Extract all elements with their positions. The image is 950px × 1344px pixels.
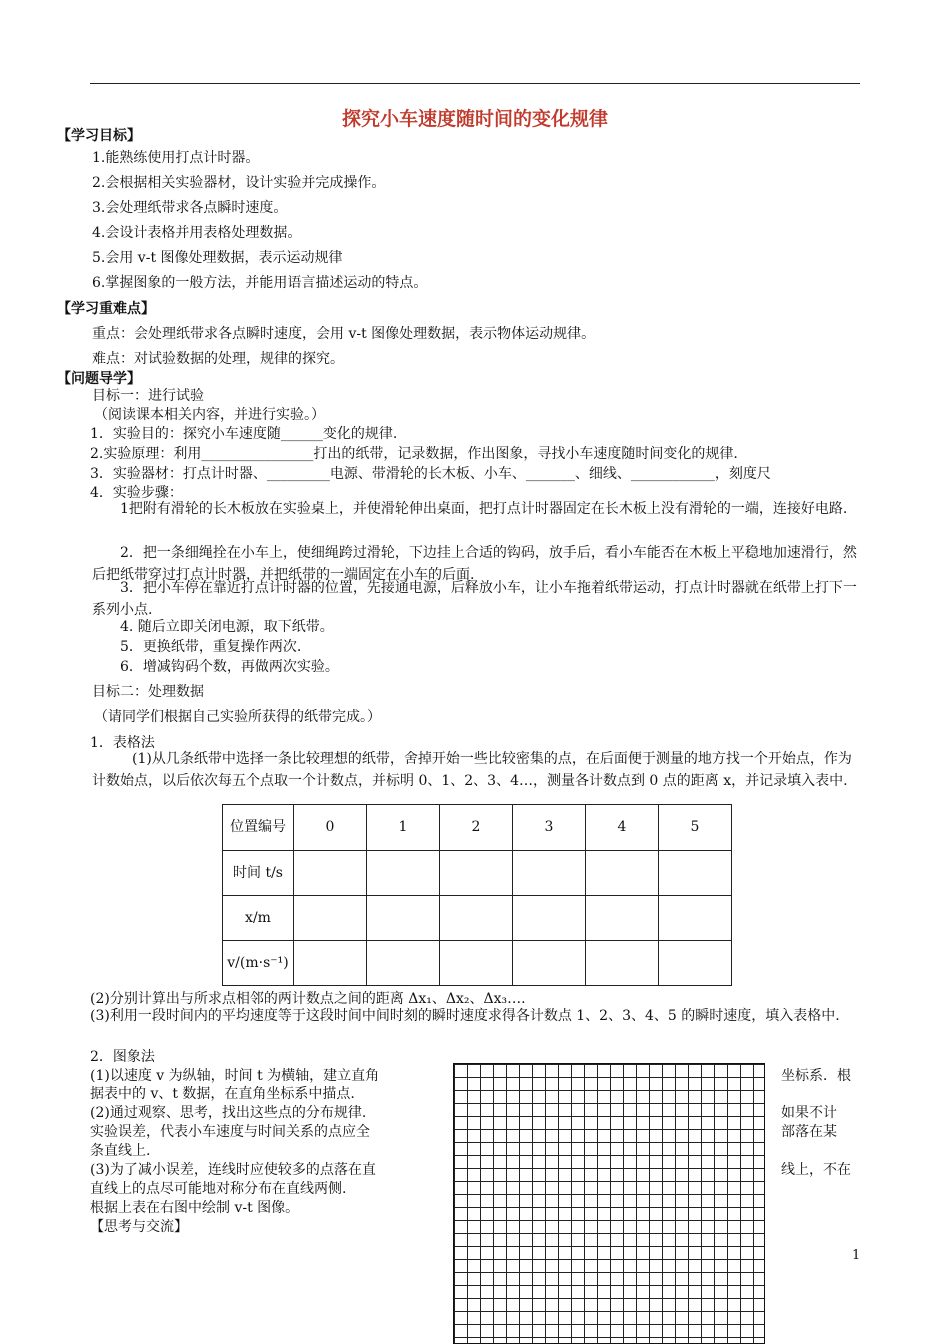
graph-text: 条直线上. (90, 1143, 151, 1159)
table-row-label: 时间 t/s (223, 851, 294, 896)
table-header-cell: 3 (513, 805, 586, 851)
table-header-cell: 4 (586, 805, 659, 851)
page-number: 1 (852, 1248, 861, 1263)
goal-item: 1.能熟练使用打点计时器。 (92, 150, 260, 166)
table-header-cell: 1 (367, 805, 440, 851)
step-5: 5．更换纸带，重复操作两次. (120, 639, 302, 655)
table-row-label: v/(m·s⁻¹) (223, 941, 294, 986)
graph-text: (2)通过观察、思考，找出这些点的分布规律. (90, 1105, 367, 1121)
guide-heading: 【问题导学】 (57, 371, 141, 387)
table-cell[interactable] (513, 941, 586, 986)
table-cell[interactable] (440, 941, 513, 986)
step-2: 2．把一条细绳拴在小车上，使细绳跨过滑轮，下边挂上合适的钩码，放手后，看小车能否在木板上平稳地加速滑行，然后把纸带穿过打点计时器，并把纸带的一端固定在小车的后面. (92, 545, 857, 583)
graph-text: 根据上表在右图中绘制 v-t 图像。 (90, 1200, 300, 1216)
graph-text-right: 如果不计 (781, 1105, 837, 1121)
goal-item: 6.掌握图象的一般方法，并能用语言描述运动的特点。 (92, 275, 428, 291)
item: 4．实验步骤： (90, 485, 183, 501)
page-title: 探究小车速度随时间的变化规律 (341, 108, 608, 130)
step-4: 4. 随后立即关闭电源，取下纸带。 (120, 619, 334, 635)
goal-item: 5.会用 v-t 图像处理数据，表示运动规律 (92, 250, 343, 266)
key-point: 重点：会处理纸带求各点瞬时速度，会用 v-t 图像处理数据，表示物体运动规律。 (92, 326, 596, 342)
table-cell[interactable] (294, 896, 367, 941)
goal-item: 3.会处理纸带求各点瞬时速度。 (92, 200, 288, 216)
graph-text: (3)为了减小误差，连线时应使较多的点落在直 (90, 1162, 376, 1178)
goal1-note: （阅读课本相关内容，并进行实验。） (94, 407, 325, 423)
item: 3．实验器材：打点计时器、_________电源、带滑轮的长木板、小车、_______、细线、____________，刻度尺 (90, 466, 771, 482)
step-1: 1把附有滑轮的长木板放在实验桌上，并使滑轮伸出桌面，把打点计时器固定在长木板上没有滑轮的一端，连接好电路. (120, 501, 848, 517)
think-heading: 【思考与交流】 (90, 1219, 188, 1235)
table-header-cell: 0 (294, 805, 367, 851)
table-cell[interactable] (294, 851, 367, 896)
step-6: 6．增减钩码个数，再做两次实验。 (120, 659, 339, 675)
table-cell[interactable] (367, 851, 440, 896)
table-header-cell: 5 (659, 805, 732, 851)
table-cell[interactable] (513, 851, 586, 896)
table-cell[interactable] (659, 941, 732, 986)
table-row-label: x/m (223, 896, 294, 941)
table-cell[interactable] (367, 896, 440, 941)
table-cell[interactable] (586, 941, 659, 986)
table-cell[interactable] (659, 851, 732, 896)
graph-text-right: 坐标系．根 (781, 1068, 851, 1084)
graph-text: 实验误差，代表小车速度与时间关系的点应全 (90, 1124, 370, 1140)
graph-paper-grid[interactable] (453, 1063, 765, 1344)
item: 2.实验原理：利用________________打出的纸带，记录数据，作出图象，寻找小车速度随时间变化的规律. (90, 446, 738, 462)
table-cell[interactable] (586, 896, 659, 941)
goal2-note: （请同学们根据自己实验所获得的纸带完成。） (94, 709, 381, 725)
goal1-title: 目标一：进行试验 (92, 388, 204, 404)
goals-heading: 【学习目标】 (57, 128, 141, 144)
graph-text-right: 部落在某 (781, 1124, 837, 1140)
table-cell[interactable] (659, 896, 732, 941)
step-3-calc: (3)利用一段时间内的平均速度等于这段时间中间时刻的瞬时速度求得各计数点 1、2、3、4、5 的瞬时速度，填入表格中. (90, 1008, 840, 1024)
key-point: 难点：对试验数据的处理，规律的探究。 (92, 351, 344, 367)
data-table (222, 804, 732, 986)
graph-text-right: 线上，不在 (781, 1162, 851, 1178)
table-cell[interactable] (586, 851, 659, 896)
table-header-cell: 2 (440, 805, 513, 851)
key-heading: 【学习重难点】 (57, 301, 155, 317)
table-method-text: (1)从几条纸带中选择一条比较理想的纸带，舍掉开始一些比较密集的点，在后面便于测量的地方找一个开始点，作为计数始点，以后依次每五个点取一个计数点，并标明 0、1、2、3、4…，测量各计数点到 0 点的距离 x，并记录填入表中. (92, 751, 852, 789)
table-cell[interactable] (440, 851, 513, 896)
table-cell[interactable] (513, 896, 586, 941)
table-method-heading: 1．表格法 (90, 735, 155, 751)
table-cell[interactable] (294, 941, 367, 986)
graph-text: 直线上的点尽可能地对称分布在直线两侧. (90, 1181, 347, 1197)
graph-text: (1)以速度 v 为纵轴，时间 t 为横轴，建立直角 (90, 1068, 380, 1084)
table-cell[interactable] (440, 896, 513, 941)
table-cell[interactable] (367, 941, 440, 986)
graph-method-heading: 2．图象法 (90, 1049, 155, 1065)
item: 1．实验目的：探究小车速度随______变化的规律. (90, 426, 398, 442)
step-3: 3．把小车停在靠近打点计时器的位置，先接通电源，后释放小车，让小车拖着纸带运动，打点计时器就在纸带上打下一系列小点. (92, 580, 857, 618)
header-rule (90, 83, 860, 84)
step-2-calc: (2)分别计算出与所求点相邻的两计数点之间的距离 Δx₁、Δx₂、Δx₃…. (90, 991, 526, 1007)
goal2-title: 目标二：处理数据 (92, 684, 204, 700)
table-header-cell: 位置编号 (223, 805, 294, 851)
goal-item: 2.会根据相关实验器材，设计实验并完成操作。 (92, 175, 386, 191)
graph-text: 据表中的 v、t 数据，在直角坐标系中描点. (90, 1086, 355, 1102)
goal-item: 4.会设计表格并用表格处理数据。 (92, 225, 302, 241)
